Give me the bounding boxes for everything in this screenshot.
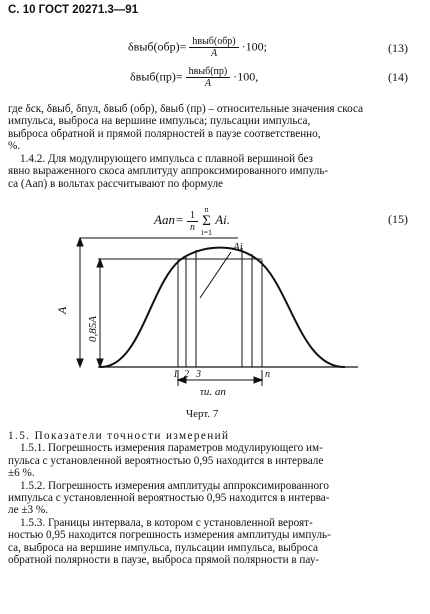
label-085A: 0,85A [87, 316, 99, 342]
text-line: 1.5.1. Погрешность измерения параметров модулирующего им- [20, 442, 323, 455]
figure-pulse-diagram [0, 230, 430, 410]
formula-14-fraction [186, 66, 231, 89]
formula-15-lhs: Aап= [154, 211, 184, 227]
label-A: A [55, 306, 69, 314]
formula-15-numerator: 1 [187, 210, 198, 222]
formula-13-denominator: A [210, 48, 218, 59]
text-line: са, выброса на вершине импульса, пульсации импульса, выброса [8, 541, 318, 554]
arrow-down-icon [97, 359, 103, 367]
arrow-down-icon [77, 359, 83, 367]
sigma-icon: Σ [202, 213, 211, 229]
tick-label-1: 1 [173, 369, 178, 380]
where-paragraph [8, 103, 426, 153]
text-line: ±6 %. [8, 467, 35, 480]
equation-number-14: (14) [388, 70, 408, 84]
formula-14-numerator: hвыб(пр) [186, 66, 231, 78]
paragraph-1-4-2 [8, 153, 426, 190]
formula-13-fraction [189, 36, 238, 59]
tick-label-3: 3 [196, 369, 201, 380]
sum-lower-limit: i=1 [201, 228, 212, 237]
text-line: %. [8, 140, 21, 153]
text-line: где δск, δвыб, δпул, δвыб (обр), δвыб (пр) – относительные значения скоса [8, 103, 364, 115]
sum-upper-limit: n [204, 205, 209, 214]
figure-caption: Черт. 7 [186, 408, 219, 420]
text-line: импульса, выброса на вершине импульса; пульсации импульса, [8, 115, 311, 128]
text-line: 1.5.3. Границы интервала, в котором с установленной вероят- [20, 516, 313, 529]
tick-label-n: n [265, 369, 270, 380]
text-line: выброса обратной и прямой полярностей в паузе соответственно, [8, 127, 321, 140]
label-Ai: Ai [233, 241, 243, 253]
arrow-right-icon [254, 377, 262, 383]
equation-number-13: (13) [388, 41, 408, 55]
formula-13-numerator: hвыб(обр) [189, 36, 238, 48]
page-header: С. 10 ГОСТ 20271.3—91 [8, 4, 139, 16]
formula-15-rhs: Ai. [215, 211, 231, 227]
formula-15-denominator: n [189, 221, 195, 233]
text-line: са (Aап) в вольтах рассчитывают по формуле [8, 177, 224, 190]
text-line: импульса с установленной вероятностью 0,95 находится в интерва- [8, 492, 330, 505]
text-line: обратной полярности в паузе, выброса прямой полярности в пау- [8, 554, 320, 567]
equation-number-15: (15) [388, 212, 408, 226]
arrow-up-icon [77, 238, 83, 246]
pulse-curve [100, 248, 345, 367]
text-line: ле ±3 %. [8, 504, 48, 517]
section-1-5 [8, 430, 426, 566]
formula-14-rhs: ·100, [233, 69, 259, 84]
formula-13-rhs: ·100; [241, 39, 267, 54]
formula-14 [130, 66, 258, 89]
tick-label-2: 2 [184, 369, 189, 380]
text-line: 1.4.2. Для модулирующего импульса с плавной вершиной без [20, 153, 313, 165]
text-line: ностью 0,95 находится погрешность измерения амплитуды импуль- [8, 529, 331, 542]
text-line: 1.5.2. Погрешность измерения амплитуды аппроксимированного [20, 479, 329, 492]
text-line: пульса с установленной вероятностью 0,95 находится в интервале [8, 454, 324, 467]
formula-14-denominator: A [204, 78, 211, 89]
formula-13-lhs: δвыб(обр)= [128, 39, 187, 54]
arrow-up-icon [97, 259, 103, 267]
formula-13 [128, 36, 267, 59]
text-line: явно выраженного скоса амплитуду аппроксимированного импуль- [8, 165, 329, 178]
label-tau: τи. ап [200, 386, 226, 398]
formula-14-lhs: δвыб(пр)= [130, 69, 183, 84]
section-title: 1.5. Показатели точности измерений [8, 430, 230, 442]
